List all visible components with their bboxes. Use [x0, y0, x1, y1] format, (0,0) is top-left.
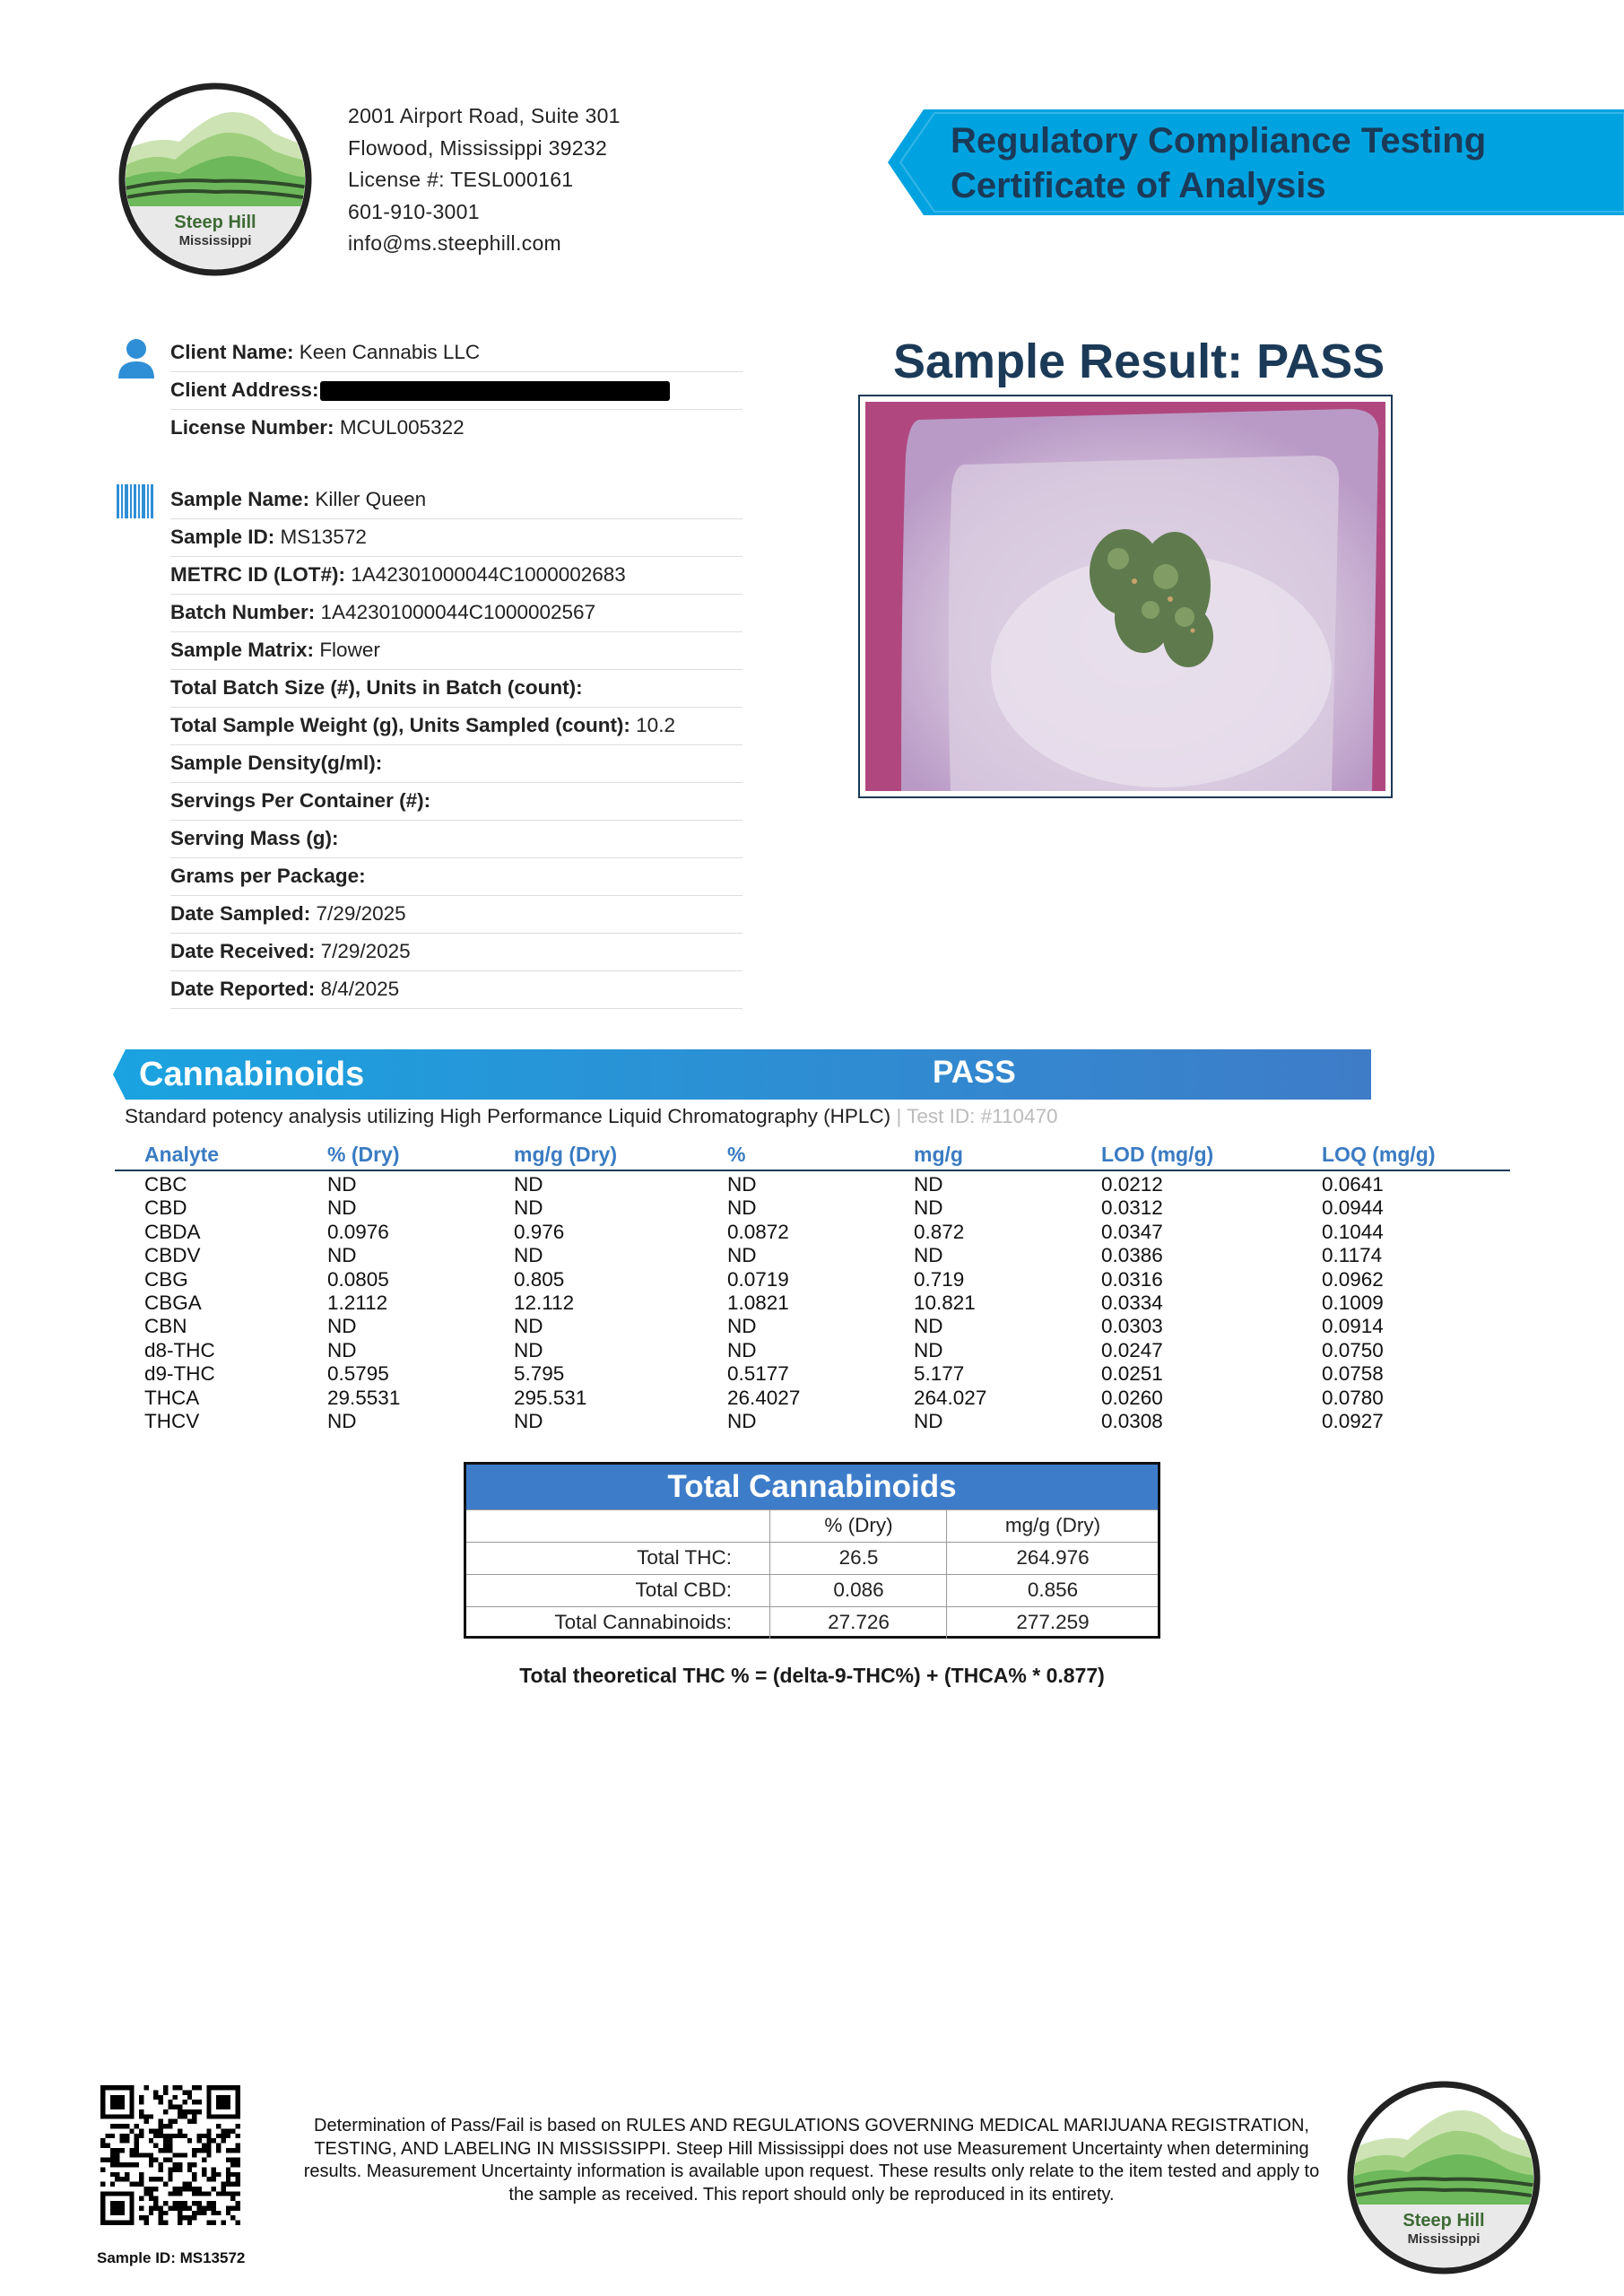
sample-info-row — [170, 632, 743, 670]
cell-mgg: ND — [914, 1338, 943, 1361]
cell-loq: 0.0914 — [1322, 1315, 1384, 1338]
cannabinoid-row — [115, 1387, 1510, 1410]
sample-info-label: Sample Matrix: — [170, 639, 315, 661]
cell-loq: 0.1044 — [1322, 1220, 1384, 1243]
header-loq: LOQ (mg/g) — [1322, 1143, 1436, 1166]
cell-analyte: THCV — [144, 1409, 200, 1432]
cell-pct-dry: ND — [327, 1244, 357, 1267]
cell-pct: ND — [727, 1244, 757, 1267]
cell-loq: 0.0927 — [1322, 1409, 1384, 1432]
sample-info-label: Date Reported: — [170, 978, 316, 1000]
cell-loq: 0.0962 — [1322, 1267, 1384, 1291]
footer-disclaimer: Determination of Pass/Fail is based on RULES AND REGULATIONS GOVERNING MEDICAL MARIJUANA REGISTRATION, TESTING, AND LABELING IN MISSISSIPPI. Steep Hill Mississippi does not use Measurement Uncertainty when determining results. Measurement Uncertainty information is available upon request. These results only relate to the item tested and apply to the sample as received. This report should only be reproduced in its entirety. — [303, 2116, 1320, 2205]
header-lod: LOD (mg/g) — [1101, 1143, 1214, 1166]
sample-info-row — [170, 971, 743, 1009]
barcode-icon — [117, 484, 156, 518]
cell-loq: 0.0750 — [1322, 1338, 1384, 1361]
cell-lod: 0.0251 — [1101, 1362, 1163, 1386]
cell-pct-dry: ND — [327, 1196, 357, 1220]
header-pct-dry: % (Dry) — [327, 1143, 400, 1166]
lab-contact-info — [348, 100, 621, 260]
cannabinoids-table — [115, 1139, 1510, 1433]
cell-mgg: 0.872 — [914, 1220, 965, 1243]
sample-info-row — [170, 858, 743, 896]
cell-analyte: THCA — [144, 1386, 200, 1409]
license-number-row — [170, 410, 743, 447]
totals-header-mgg-dry: mg/g (Dry) — [946, 1510, 1159, 1542]
sample-info-label: Serving Mass (g): — [170, 827, 339, 849]
sample-info-label: Date Sampled: — [170, 902, 311, 925]
total-cannabinoids-table — [464, 1462, 1160, 1639]
sample-info-list — [170, 482, 743, 1009]
footer-sample-id: Sample ID: MS13572 — [97, 2249, 246, 2266]
total-cannabinoids-title: Total Cannabinoids — [466, 1465, 1158, 1509]
cell-pct: 1.0821 — [727, 1291, 789, 1314]
cannabinoid-row — [115, 1315, 1510, 1338]
cell-mgg: ND — [914, 1409, 943, 1432]
cell-mgg: ND — [914, 1315, 943, 1338]
totals-row — [466, 1542, 1158, 1574]
sample-info-label: Total Sample Weight (g), Units Sampled (count): — [170, 714, 630, 736]
cell-analyte: d8-THC — [144, 1338, 215, 1361]
sample-info-value: 7/29/2025 — [315, 940, 411, 962]
cell-lod: 0.0347 — [1101, 1220, 1163, 1243]
header-mgg: mg/g — [914, 1143, 963, 1166]
lab-email[interactable]: info@ms.steephill.com — [348, 231, 562, 255]
sample-info-row — [170, 670, 743, 708]
cell-analyte: d9-THC — [144, 1362, 215, 1386]
client-name-label: Client Name: — [170, 341, 294, 363]
person-icon — [117, 337, 156, 380]
cannabinoid-row — [115, 1410, 1510, 1433]
cell-pct-dry: 0.5795 — [327, 1362, 389, 1386]
sample-info-value: 1A42301000044C1000002567 — [315, 601, 596, 623]
cell-mgg: 264.027 — [914, 1386, 987, 1409]
cell-lod: 0.0316 — [1101, 1267, 1163, 1291]
cell-lod: 0.0312 — [1101, 1196, 1163, 1220]
cell-mgg: ND — [914, 1173, 943, 1196]
cell-lod: 0.0260 — [1101, 1386, 1163, 1409]
cell-pct-dry: 29.5531 — [327, 1386, 401, 1409]
cell-mgg-dry: 5.795 — [514, 1362, 565, 1386]
cell-loq: 0.0944 — [1322, 1196, 1384, 1220]
cell-analyte: CBN — [144, 1315, 187, 1338]
totals-label: Total THC: — [637, 1546, 732, 1569]
sample-info-label: Date Received: — [170, 940, 316, 962]
cell-mgg-dry: 0.805 — [514, 1267, 565, 1291]
cannabinoid-row — [115, 1196, 1510, 1220]
cell-pct: 0.0719 — [727, 1267, 789, 1291]
sample-photo-image — [865, 402, 1385, 791]
sample-info-value: Flower — [314, 639, 380, 661]
cell-pct-dry: ND — [327, 1338, 357, 1361]
totals-mgg-dry: 264.976 — [946, 1543, 1159, 1574]
sample-info-label: Servings Per Container (#): — [170, 789, 431, 812]
totals-label: Total Cannabinoids: — [554, 1611, 732, 1633]
method-description: Standard potency analysis utilizing High Performance Liquid Chromatography (HPLC) — [125, 1105, 891, 1127]
cell-mgg: 10.821 — [914, 1291, 976, 1314]
svg-text:Steep Hill: Steep Hill — [1403, 2211, 1485, 2231]
lab-address-line1: 2001 Airport Road, Suite 301 — [348, 104, 621, 127]
sample-result-heading: Sample Result: PASS — [893, 335, 1385, 388]
totals-label: Total CBD: — [635, 1578, 732, 1601]
cell-pct: ND — [727, 1196, 757, 1220]
cell-mgg: ND — [914, 1196, 943, 1220]
cell-pct: ND — [727, 1338, 757, 1361]
cannabinoids-title: Cannabinoids — [139, 1056, 365, 1093]
totals-mgg-dry: 277.259 — [946, 1607, 1159, 1639]
cell-lod: 0.0212 — [1101, 1173, 1163, 1196]
cell-mgg: 0.719 — [914, 1267, 965, 1291]
report-title-line2: Certificate of Analysis — [951, 166, 1326, 205]
totals-header-row — [466, 1509, 1158, 1542]
report-title-line1: Regulatory Compliance Testing — [951, 121, 1487, 161]
client-name-row — [170, 335, 743, 372]
sample-info-label: Grams per Package: — [170, 865, 366, 887]
cell-analyte: CBGA — [144, 1291, 202, 1314]
sample-info-row — [170, 934, 743, 971]
totals-row — [466, 1574, 1158, 1606]
cell-loq: 0.0780 — [1322, 1386, 1384, 1409]
thc-formula: Total theoretical THC % = (delta-9-THC%) + (THCA% * 0.877) — [519, 1664, 1105, 1687]
sample-photo — [858, 395, 1393, 798]
cell-mgg-dry: ND — [514, 1315, 543, 1338]
cell-mgg-dry: 0.976 — [514, 1220, 565, 1243]
cannabinoids-table-header — [115, 1139, 1510, 1171]
svg-text:Steep Hill: Steep Hill — [174, 213, 256, 232]
sample-info-label: Total Batch Size (#), Units in Batch (count): — [170, 676, 583, 699]
cell-loq: 0.0641 — [1322, 1173, 1384, 1196]
test-id: | Test ID: #110470 — [890, 1105, 1058, 1127]
cannabinoid-row — [115, 1339, 1510, 1362]
sample-info-value: 8/4/2025 — [315, 978, 400, 1000]
cell-analyte: CBG — [144, 1267, 188, 1291]
cannabinoid-row — [115, 1292, 1510, 1315]
sample-info-value: MS13572 — [274, 526, 367, 548]
cannabinoids-status: PASS — [933, 1055, 1016, 1090]
steep-hill-footer-logo — [1345, 2079, 1542, 2276]
cannabinoid-row — [115, 1173, 1510, 1196]
cell-lod: 0.0334 — [1101, 1291, 1163, 1314]
cell-lod: 0.0247 — [1101, 1338, 1163, 1361]
sample-info-label: Sample Density(g/ml): — [170, 752, 383, 774]
cannabinoid-row — [115, 1244, 1510, 1267]
cell-analyte: CBDA — [144, 1220, 201, 1243]
report-title — [951, 118, 1486, 208]
cell-pct: 0.0872 — [727, 1220, 789, 1243]
cell-pct: ND — [727, 1315, 757, 1338]
lab-phone: 601-910-3001 — [348, 199, 480, 223]
sample-info-value: Killer Queen — [309, 488, 427, 510]
lab-address-line2: Flowood, Mississippi 39232 — [348, 135, 608, 160]
steep-hill-logo — [117, 81, 314, 278]
header-mgg-dry: mg/g (Dry) — [514, 1143, 617, 1166]
svg-text:Mississippi: Mississippi — [178, 233, 252, 248]
cell-loq: 0.0758 — [1322, 1362, 1384, 1386]
totals-header-pct-dry: % (Dry) — [769, 1510, 947, 1542]
cell-pct-dry: 0.0805 — [327, 1267, 389, 1291]
cell-pct: ND — [727, 1173, 757, 1196]
cell-analyte: CBD — [144, 1196, 187, 1220]
cell-loq: 0.1174 — [1322, 1244, 1383, 1267]
sample-info-row — [170, 783, 743, 821]
svg-text:Mississippi: Mississippi — [1407, 2231, 1481, 2247]
cell-mgg-dry: ND — [514, 1173, 543, 1196]
cell-loq: 0.1009 — [1322, 1291, 1384, 1314]
sample-info-label: Sample Name: — [170, 488, 310, 510]
redaction-bar — [320, 381, 670, 401]
totals-pct-dry: 26.5 — [769, 1543, 947, 1574]
totals-pct-dry: 0.086 — [769, 1575, 947, 1606]
sample-info-row — [170, 482, 743, 519]
sample-info-value: 1A42301000044C1000002683 — [344, 563, 626, 586]
cell-lod: 0.0386 — [1101, 1244, 1163, 1267]
totals-mgg-dry: 0.856 — [946, 1575, 1159, 1606]
sample-info-value: 10.2 — [630, 714, 675, 736]
cell-mgg-dry: ND — [514, 1409, 543, 1432]
client-info-list — [170, 335, 743, 447]
sample-info-label: Batch Number: — [170, 601, 316, 623]
cell-pct-dry: 0.0976 — [327, 1220, 389, 1243]
cell-pct-dry: ND — [327, 1409, 357, 1432]
sample-info-row — [170, 896, 743, 934]
cell-lod: 0.0303 — [1101, 1315, 1163, 1338]
sample-info-label: METRC ID (LOT#): — [170, 563, 345, 586]
cannabinoid-row — [115, 1221, 1510, 1244]
sample-info-row — [170, 595, 743, 632]
client-address-label: Client Address: — [170, 378, 319, 401]
cell-lod: 0.0308 — [1101, 1409, 1163, 1432]
license-number-value: MCUL005322 — [334, 416, 465, 439]
cannabinoid-row — [115, 1268, 1510, 1292]
totals-row — [466, 1606, 1158, 1639]
client-name-value: Keen Cannabis LLC — [293, 341, 481, 363]
qr-code-icon[interactable] — [100, 2085, 240, 2225]
cell-pct-dry: 1.2112 — [327, 1291, 388, 1314]
cell-pct: 0.5177 — [727, 1362, 789, 1386]
cell-mgg-dry: ND — [514, 1338, 543, 1361]
header-analyte: Analyte — [144, 1143, 220, 1166]
sample-info-value: 7/29/2025 — [310, 902, 406, 925]
sample-info-row — [170, 557, 743, 595]
cell-pct-dry: ND — [327, 1315, 357, 1338]
cell-mgg-dry: ND — [514, 1244, 543, 1267]
sample-info-row — [170, 708, 743, 745]
sample-info-row — [170, 519, 743, 557]
cell-pct: ND — [727, 1409, 757, 1432]
cell-mgg-dry: ND — [514, 1196, 543, 1220]
sample-info-row — [170, 821, 743, 858]
cell-analyte: CBDV — [144, 1244, 201, 1267]
totals-pct-dry: 27.726 — [769, 1607, 947, 1639]
cell-mgg: ND — [914, 1244, 943, 1267]
cell-analyte: CBC — [144, 1173, 187, 1196]
cell-mgg: 5.177 — [914, 1362, 965, 1386]
lab-license: License #: TESL000161 — [348, 168, 574, 191]
cell-pct-dry: ND — [327, 1173, 357, 1196]
cannabinoids-table-body — [115, 1171, 1510, 1433]
cell-pct: 26.4027 — [727, 1386, 801, 1409]
client-address-row — [170, 372, 743, 410]
sample-info-row — [170, 745, 743, 783]
license-number-label: License Number: — [170, 416, 334, 439]
cell-mgg-dry: 12.112 — [514, 1291, 575, 1314]
cell-mgg-dry: 295.531 — [514, 1386, 587, 1409]
cannabinoid-row — [115, 1362, 1510, 1386]
header-pct: % — [727, 1143, 746, 1166]
sample-info-label: Sample ID: — [170, 526, 275, 548]
cannabinoids-description — [125, 1105, 1058, 1128]
